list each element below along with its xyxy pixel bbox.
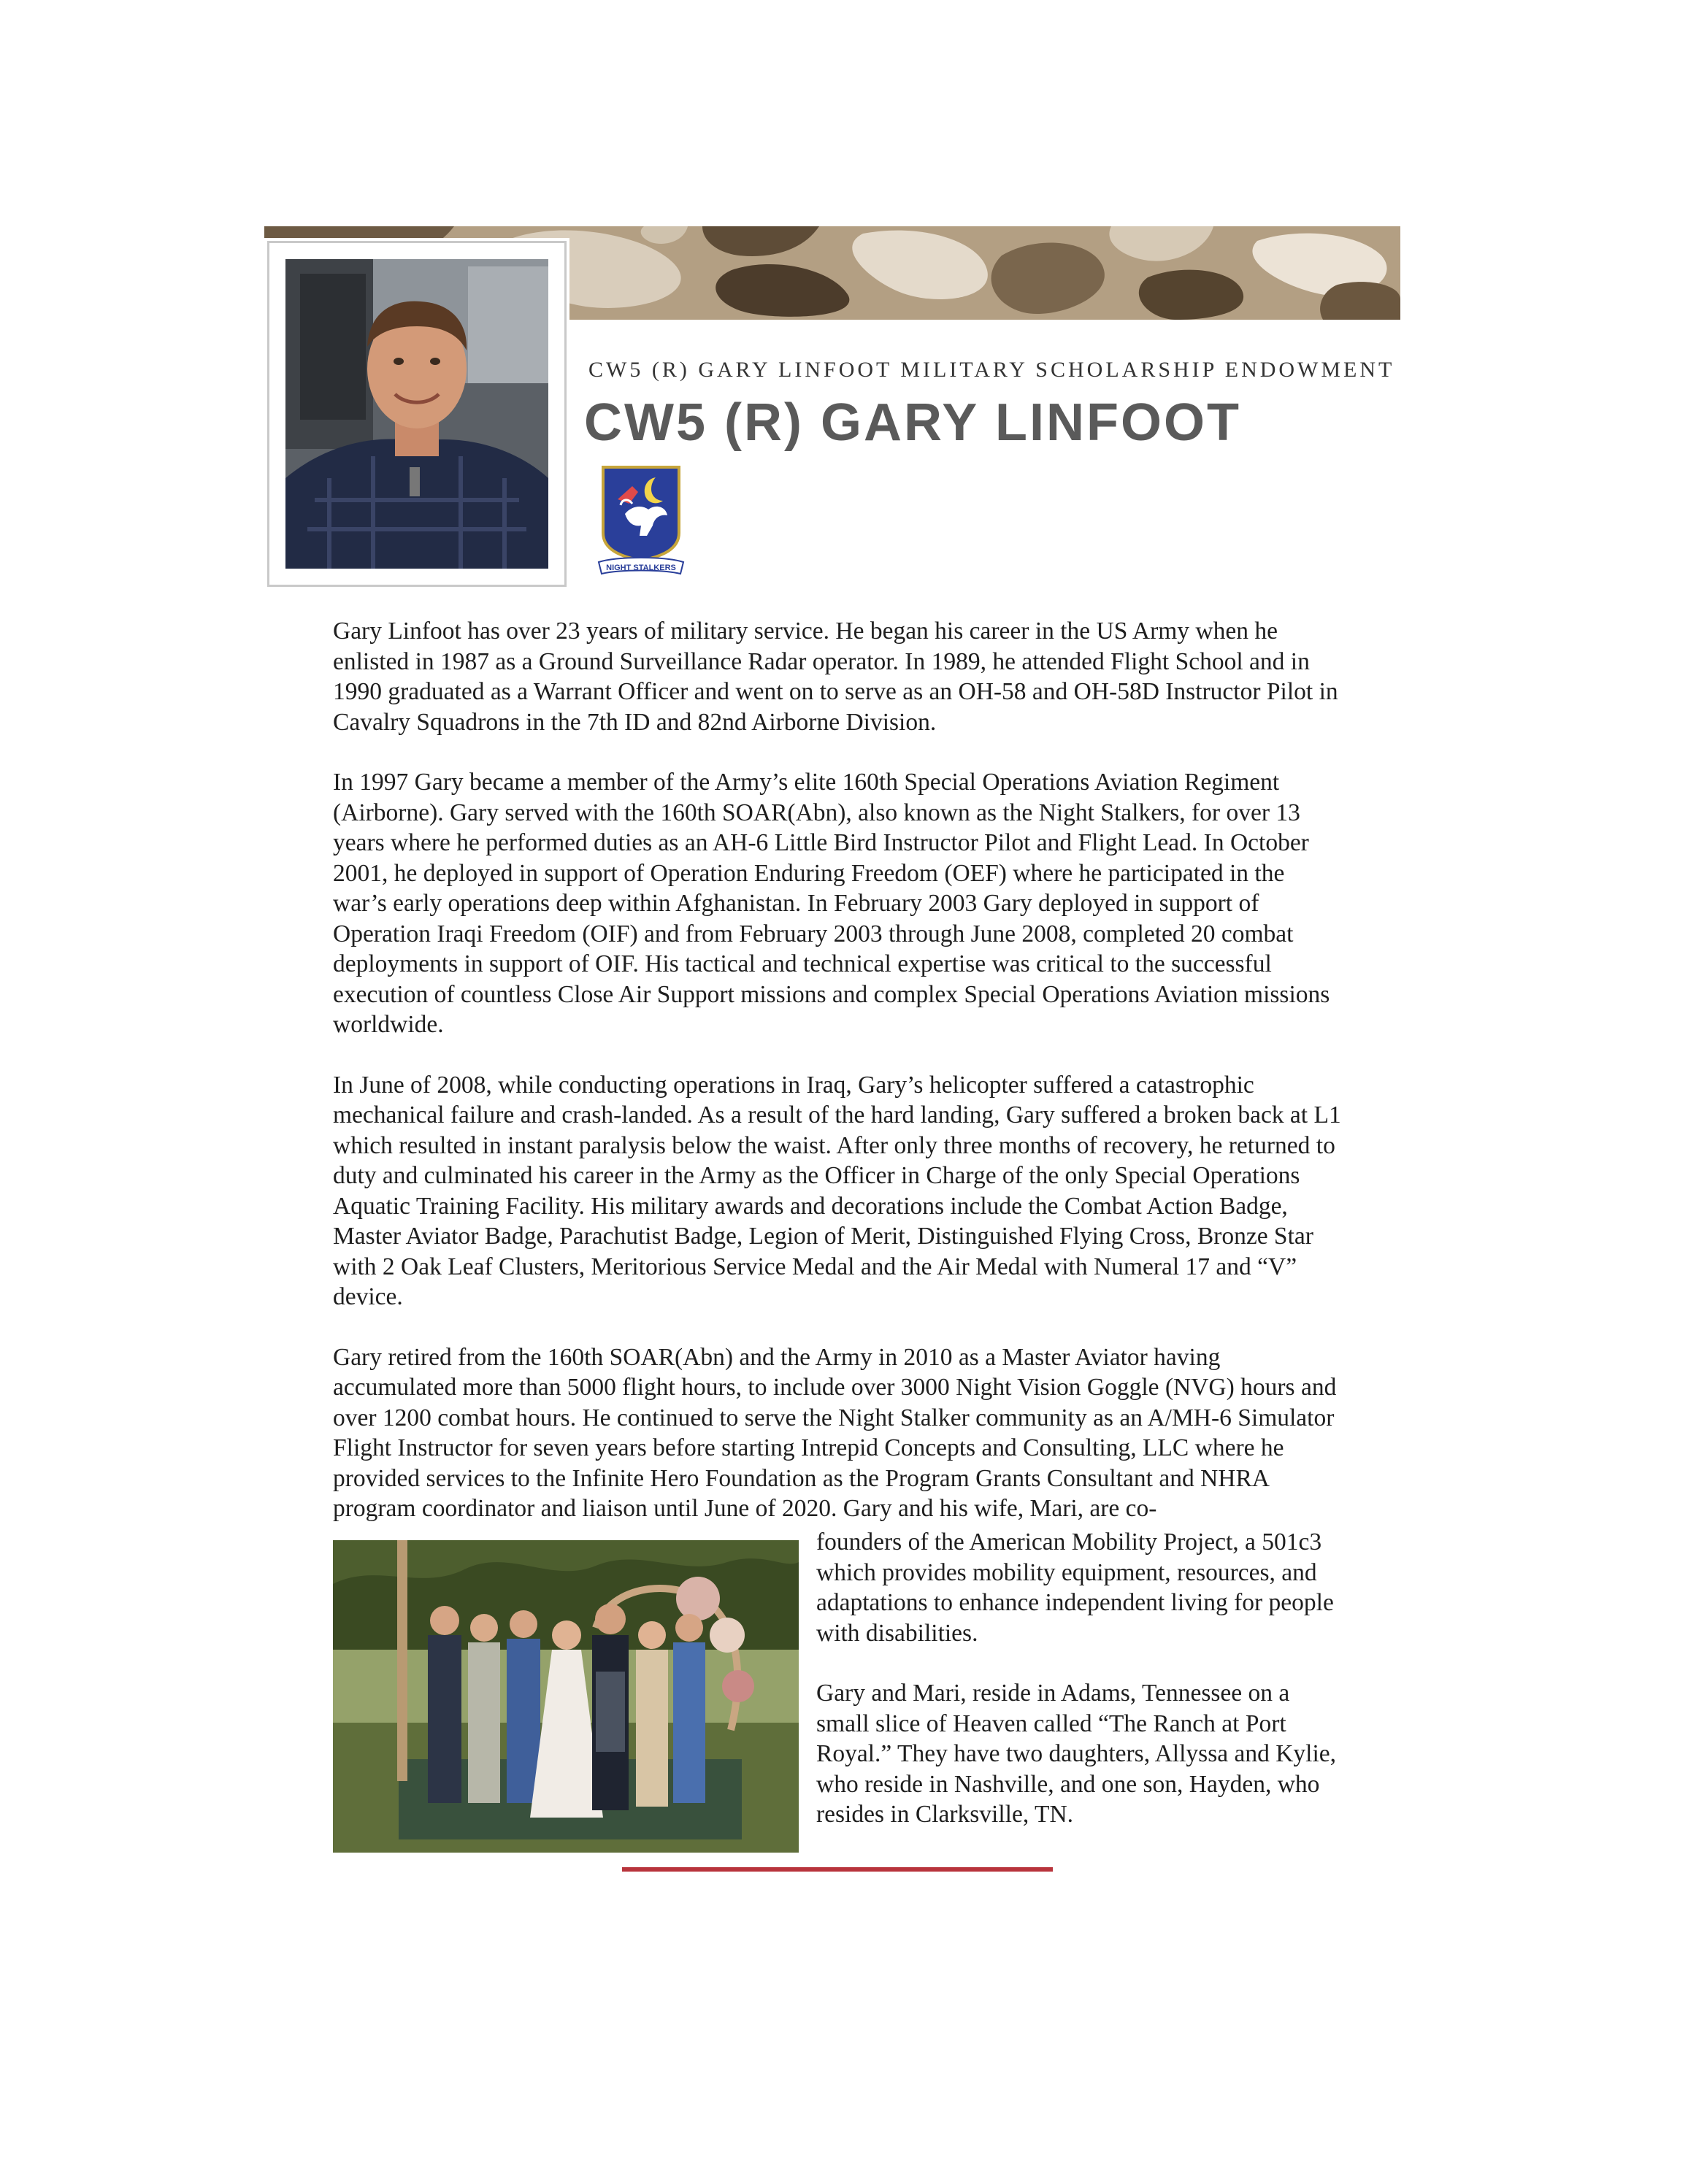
biography-body xyxy=(333,616,1342,1554)
portrait-photo xyxy=(285,259,548,569)
insignia-graphic xyxy=(596,463,686,580)
endowment-subtitle: CW5 (R) GARY LINFOOT MILITARY SCHOLARSHIP ENDOWMENT xyxy=(588,358,1395,382)
bio-paragraph-3: In June of 2008, while conducting operations in Iraq, Gary’s helicopter suffered a catastrophic mechanical failure and crash-landed. As a result of the hard landing, Gary suffered a broken back at L1 which resulted in instant paralysis below the waist. After only three months of recovery, he returned to duty and culminated his career in the Army as the Officer in Charge of the only Special Operations Aquatic Training Facility. His military awards and decorations include the Combat Action Badge, Master Aviator Badge, Parachutist Badge, Legion of Merit, Distinguished Flying Cross, Bronze Star with 2 Oak Leaf Clusters, Meritorious Service Medal and the Air Medal with Numeral 17 and “V” device. xyxy=(333,1071,1341,1310)
family-photo-image xyxy=(333,1540,799,1853)
bottom-divider xyxy=(622,1867,1053,1872)
bio-wrap-paragraph-2: Gary and Mari, reside in Adams, Tennessee on a small slice of Heaven called “The Ranch at Port Royal.” They have two daughters, Allyssa and Kylie, who reside in Nashville, and one son, Hayden, who resides in Clarksville, TN. xyxy=(816,1680,1337,1828)
biography-wrap-text xyxy=(816,1527,1342,1860)
bio-paragraph-4: Gary retired from the 160th SOAR(Abn) and the Army in 2010 as a Master Aviator having accumulated more than 5000 flight hours, to include over 3000 Night Vision Goggle (NVG) hours and over 1200 combat hours. He continued to serve the Night Stalker community as an A/MH-6 Simulator Flight Instructor for seven years before starting Intrepid Concepts and Consulting, LLC where he provided services to the Infinite Hero Foundation as the Program Grants Consultant and NHRA program coordinator and liaison until June of 2020. Gary and his wife, Mari, are co- xyxy=(333,1343,1337,1522)
night-stalkers-insignia-icon xyxy=(596,463,686,580)
portrait-frame xyxy=(267,241,567,587)
page-title: CW5 (R) GARY LINFOOT xyxy=(584,393,1241,452)
family-photo xyxy=(333,1540,799,1853)
portrait-image xyxy=(285,259,548,569)
bio-wrap-paragraph-1: founders of the American Mobility Project, a 501c3 which provides mobility equipment, resources, and adaptations to enhance independent living for people with disabilities. xyxy=(816,1529,1334,1647)
bio-paragraph-1: Gary Linfoot has over 23 years of military service. He began his career in the US Army when he enlisted in 1987 as a Ground Surveillance Radar operator. In 1989, he attended Flight School and in 1990 graduated as a Warrant Officer and went on to serve as an OH-58 and OH-58D Instructor Pilot in Cavalry Squadrons in the 7th ID and 82nd Airborne Division. xyxy=(333,618,1338,736)
bio-paragraph-2: In 1997 Gary became a member of the Army’s elite 160th Special Operations Aviation Regiment (Airborne). Gary served with the 160th SOAR(Abn), also known as the Night Stalkers, for over 13 years where he performed duties as an AH-6 Little Bird Instructor Pilot and Flight Lead. In October 2001, he deployed in support of Operation Enduring Freedom (OEF) where he participated in the war’s early operations deep within Afghanistan. In February 2003 Gary deployed in support of Operation Iraqi Freedom (OIF) and from February 2003 through June 2008, completed 20 combat deployments in support of OIF. His tactical and technical expertise was critical to the successful execution of countless Close Air Support missions and complex Special Operations Aviation missions worldwide. xyxy=(333,769,1330,1038)
insignia-label: NIGHT STALKERS xyxy=(606,564,676,572)
